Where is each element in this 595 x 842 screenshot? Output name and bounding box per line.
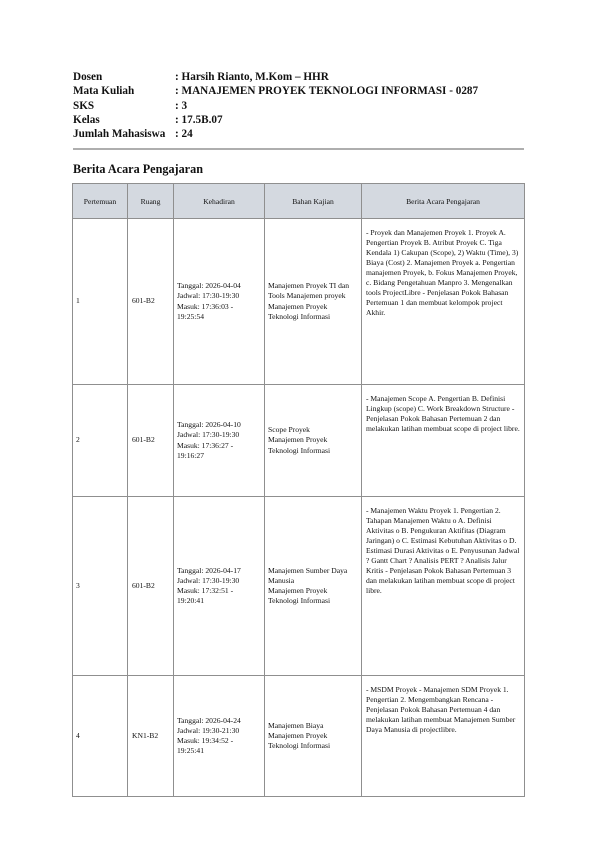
cell-kehadiran: [174, 385, 265, 497]
cell-ruang: 601-B2: [128, 385, 174, 497]
kehadiran-masuk: Masuk: 17:36:27 - 19:16:27: [177, 440, 234, 460]
section-divider: [73, 148, 524, 150]
section-title: Berita Acara Pengajaran: [73, 162, 203, 176]
info-value: : 3: [175, 99, 188, 112]
cell-bahan-kajian: [265, 219, 362, 385]
kehadiran-jadwal: Jadwal: 17:30-19:30: [177, 575, 240, 585]
table-row: [73, 676, 525, 797]
bahan-kajian-course: Manajemen Proyek Teknologi Informasi: [268, 435, 331, 455]
course-info: [73, 70, 533, 141]
info-label: Kelas: [73, 113, 100, 126]
cell-bahan-kajian: [265, 497, 362, 676]
info-value: : MANAJEMEN PROYEK TEKNOLOGI INFORMASI - 0287: [175, 85, 479, 98]
cell-bahan-kajian: [265, 385, 362, 497]
info-label: Dosen: [73, 71, 103, 83]
info-label: SKS: [73, 99, 95, 112]
cell-pertemuan: 4: [73, 676, 128, 797]
table-row: [73, 497, 525, 676]
info-row-jumlah-mahasiswa: [73, 127, 533, 141]
kehadiran-tanggal: Tanggal: 2026-04-17: [177, 565, 241, 575]
cell-ruang: 601-B2: [128, 497, 174, 676]
cell-ruang: 601-B2: [128, 219, 174, 385]
cell-berita-acara: - Proyek dan Manajemen Proyek 1. Proyek A. Pengertian Proyek B. Atribut Proyek C. Tiga Kendala 1) Cakupan (Scope), 2) Waktu (Time), 3) Biaya (Cost) 2. Manajemen Proyek a. Pengertian manajemen Proyek, b. Fokus Manajemen Proyek, c. Bidang Pengetahuan Manpro 3. Mengenalkan tools ProjectLibre - Penjelasan Pokok Bahasan Pertemuan 1 dan membuat kelompok project Akhir.: [362, 219, 525, 385]
kehadiran-jadwal: Jadwal: 19:30-21:30: [177, 725, 240, 735]
cell-bahan-kajian: [265, 676, 362, 797]
cell-kehadiran: [174, 219, 265, 385]
cell-kehadiran: [174, 497, 265, 676]
cell-pertemuan: 2: [73, 385, 128, 497]
info-row-kelas: [73, 113, 533, 127]
header-bahan-kajian: Bahan Kajian: [265, 184, 362, 219]
table-row: [73, 385, 525, 497]
kehadiran-masuk: Masuk: 17:32:51 - 19:20:41: [177, 586, 234, 606]
bahan-kajian-course: Manajemen Proyek Teknologi Informasi: [268, 301, 331, 321]
header-berita-acara: Berita Acara Pengajaran: [362, 184, 525, 219]
cell-berita-acara: - Manajemen Scope A. Pengertian B. Definisi Lingkup (scope) C. Work Breakdown Structure - Penjelasan Pokok Bahasan Pertemuan 2 dan melakukan latihan membuat scope di project libre.: [362, 385, 525, 497]
table-header-row: [73, 184, 525, 219]
bahan-kajian-course: Manajemen Proyek Teknologi Informasi: [268, 586, 331, 606]
bahan-kajian-topic: Manajemen Biaya: [268, 720, 324, 730]
cell-pertemuan: 3: [73, 497, 128, 676]
info-value: : 17.5B.07: [175, 113, 223, 126]
cell-ruang: KN1-B2: [128, 676, 174, 797]
kehadiran-masuk: Masuk: 19:34:52 - 19:25:41: [177, 736, 234, 756]
bahan-kajian-topic: Manajemen Proyek TI dan Tools Manajemen proyek: [268, 281, 350, 301]
cell-pertemuan: 1: [73, 219, 128, 385]
cell-berita-acara: - Manajemen Waktu Proyek 1. Pengertian 2. Tahapan Manajemen Waktu o A. Definisi Aktivitas o B. Pengukuran Aktifitas (Diagram Jaringan) o C. Estimasi Kebutuhan Aktivitas o D. Estimasi Durasi Aktivitas o E. Penyusunan Jadwal ? Gantt Chart ? Analisis PERT ? Analisis Jalur Kritis - Penjelasan Pokok Bahasan Pertemuan 3 dan melakukan latihan membuat scope di project libre.: [362, 497, 525, 676]
header-kehadiran: Kehadiran: [174, 184, 265, 219]
info-value: : Harsih Rianto, M.Kom – HHR: [175, 71, 329, 83]
info-label: Mata Kuliah: [73, 85, 135, 98]
kehadiran-tanggal: Tanggal: 2026-04-24: [177, 715, 241, 725]
bahan-kajian-topic: Manajemen Sumber Daya Manusia: [268, 565, 348, 585]
header-ruang: Ruang: [128, 184, 174, 219]
info-label: Jumlah Mahasiswa: [73, 128, 166, 141]
header-pertemuan: Pertemuan: [73, 184, 128, 219]
bahan-kajian-topic: Scope Proyek: [268, 425, 310, 435]
info-row-dosen: [73, 70, 533, 84]
cell-berita-acara: - MSDM Proyek - Manajemen SDM Proyek 1. Pengertian 2. Mengembangkan Rencana - Penjelasan Pokok Bahasan Pertemuan 4 dan melakukan latihan membuat Manajemen Sumber Daya Manusia di projectlibre.: [362, 676, 525, 797]
kehadiran-jadwal: Jadwal: 17:30-19:30: [177, 430, 240, 440]
kehadiran-jadwal: Jadwal: 17:30-19:30: [177, 291, 240, 301]
table-row: [73, 219, 525, 385]
kehadiran-masuk: Masuk: 17:36:03 - 19:25:54: [177, 301, 234, 321]
teaching-log-table: [72, 183, 525, 797]
kehadiran-tanggal: Tanggal: 2026-04-04: [177, 281, 241, 291]
info-value: : 24: [175, 128, 193, 141]
bahan-kajian-course: Manajemen Proyek Teknologi Informasi: [268, 730, 331, 750]
cell-kehadiran: [174, 676, 265, 797]
info-row-mata-kuliah: [73, 84, 533, 98]
kehadiran-tanggal: Tanggal: 2026-04-10: [177, 420, 241, 430]
info-row-sks: [73, 99, 533, 113]
